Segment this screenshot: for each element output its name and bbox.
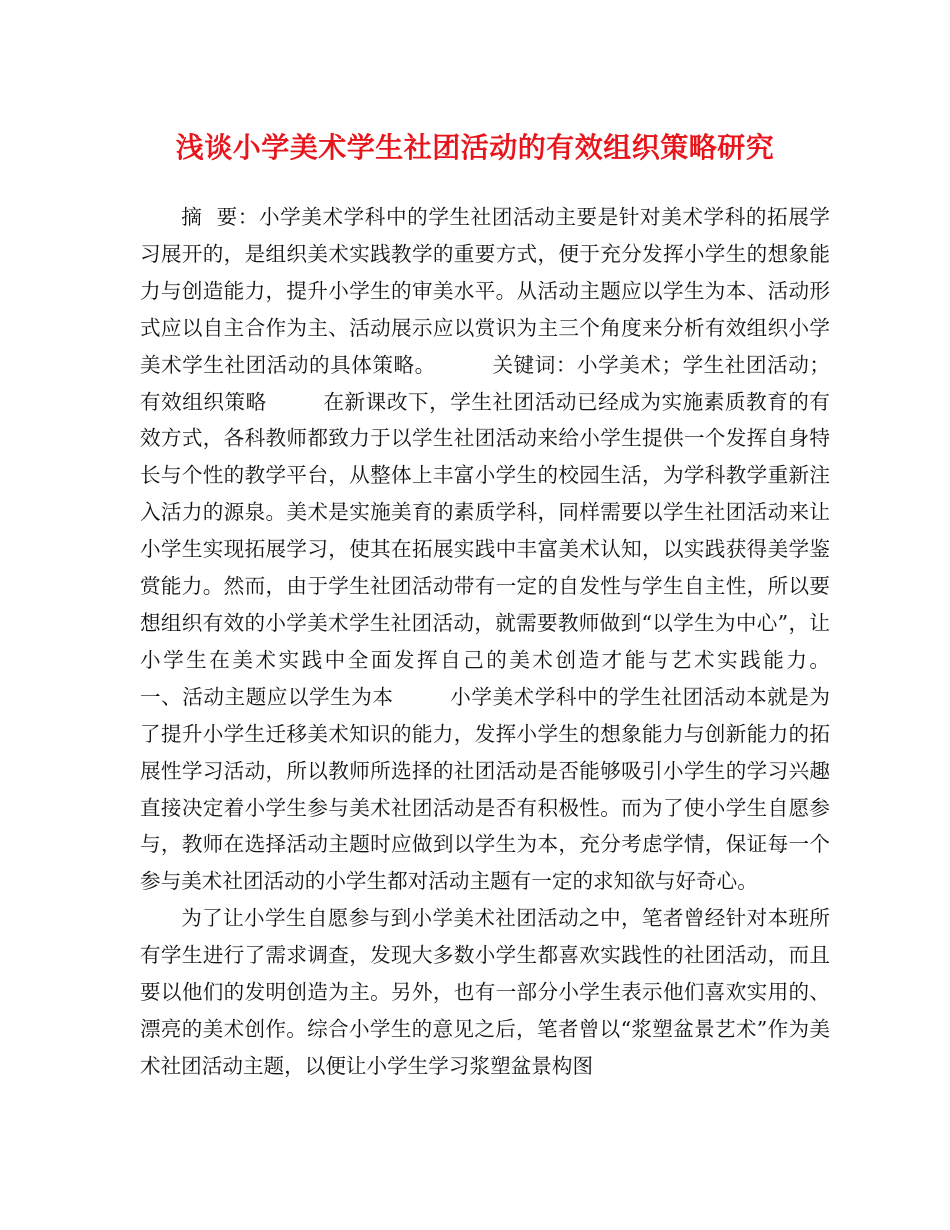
document-title: 浅谈小学美术学生社团活动的有效组织策略研究 — [175, 131, 775, 164]
document-body — [140, 199, 883, 1085]
body-paragraph: 摘 要：小学美术学科中的学生社团活动主要是针对美术学科的拓展学习展开的，是组织美术实践教学的重要方式，便于充分发挥小学生的想象能力与创造能力，提升小学生的审美水平。从活动主题应以学生为本、活动形式应以自主合作为主、活动展示应以赏识为主三个角度来分析有效组织小学美术学生社团活动的具体策略。 关键词：小学美术；学生社团活动；有效组织策略 在新课改下，学生社团活动已经成为实施素质教育的有效方式，各科教师都致力于以学生社团活动来给小学生提供一个发挥自身特长与个性的教学平台，从整体上丰富小学生的校园生活，为学科教学重新注入活力的源泉。美术是实施美育的素质学科，同样需要以学生社团活动来让小学生实现拓展学习，使其在拓展实践中丰富美术认知，以实践获得美学鉴赏能力。然而，由于学生社团活动带有一定的自发性与学生自主性，所以要想组织有效的小学美术学生社团活动，就需要教师做到“以学生为中心”，让小学生在美术实践中全面发挥自己的美术创造才能与艺术实践能力。 一、活动主题应以学生为本 小学美术学科中的学生社团活动本就是为了提升小学生迁移美术知识的能力，发挥小学生的想象能力与创新能力的拓展性学习活动，所以教师所选择的社团活动是否能够吸引小学生的学习兴趣直接决定着小学生参与美术社团活动是否有积极性。而为了使小学生自愿参与，教师在选择活动主题时应做到以学生为本，充分考虑学情，保证每一个参与美术社团活动的小学生都对活动主题有一定的求知欲与好奇心。 — [140, 205, 883, 894]
body-paragraph: 为了让小学生自愿参与到小学美术社团活动之中，笔者曾经针对本班所有学生进行了需求调查，发现大多数小学生都喜欢实践性的社团活动，而且要以他们的发明创造为主。另外，也有一部分小学生表示他们喜欢实用的、漂亮的美术创作。综合小学生的意见之后，笔者曾以“浆塑盆景艺术”作为美术社团活动主题，以便让小学生学习浆塑盆景构图 — [140, 906, 830, 1078]
